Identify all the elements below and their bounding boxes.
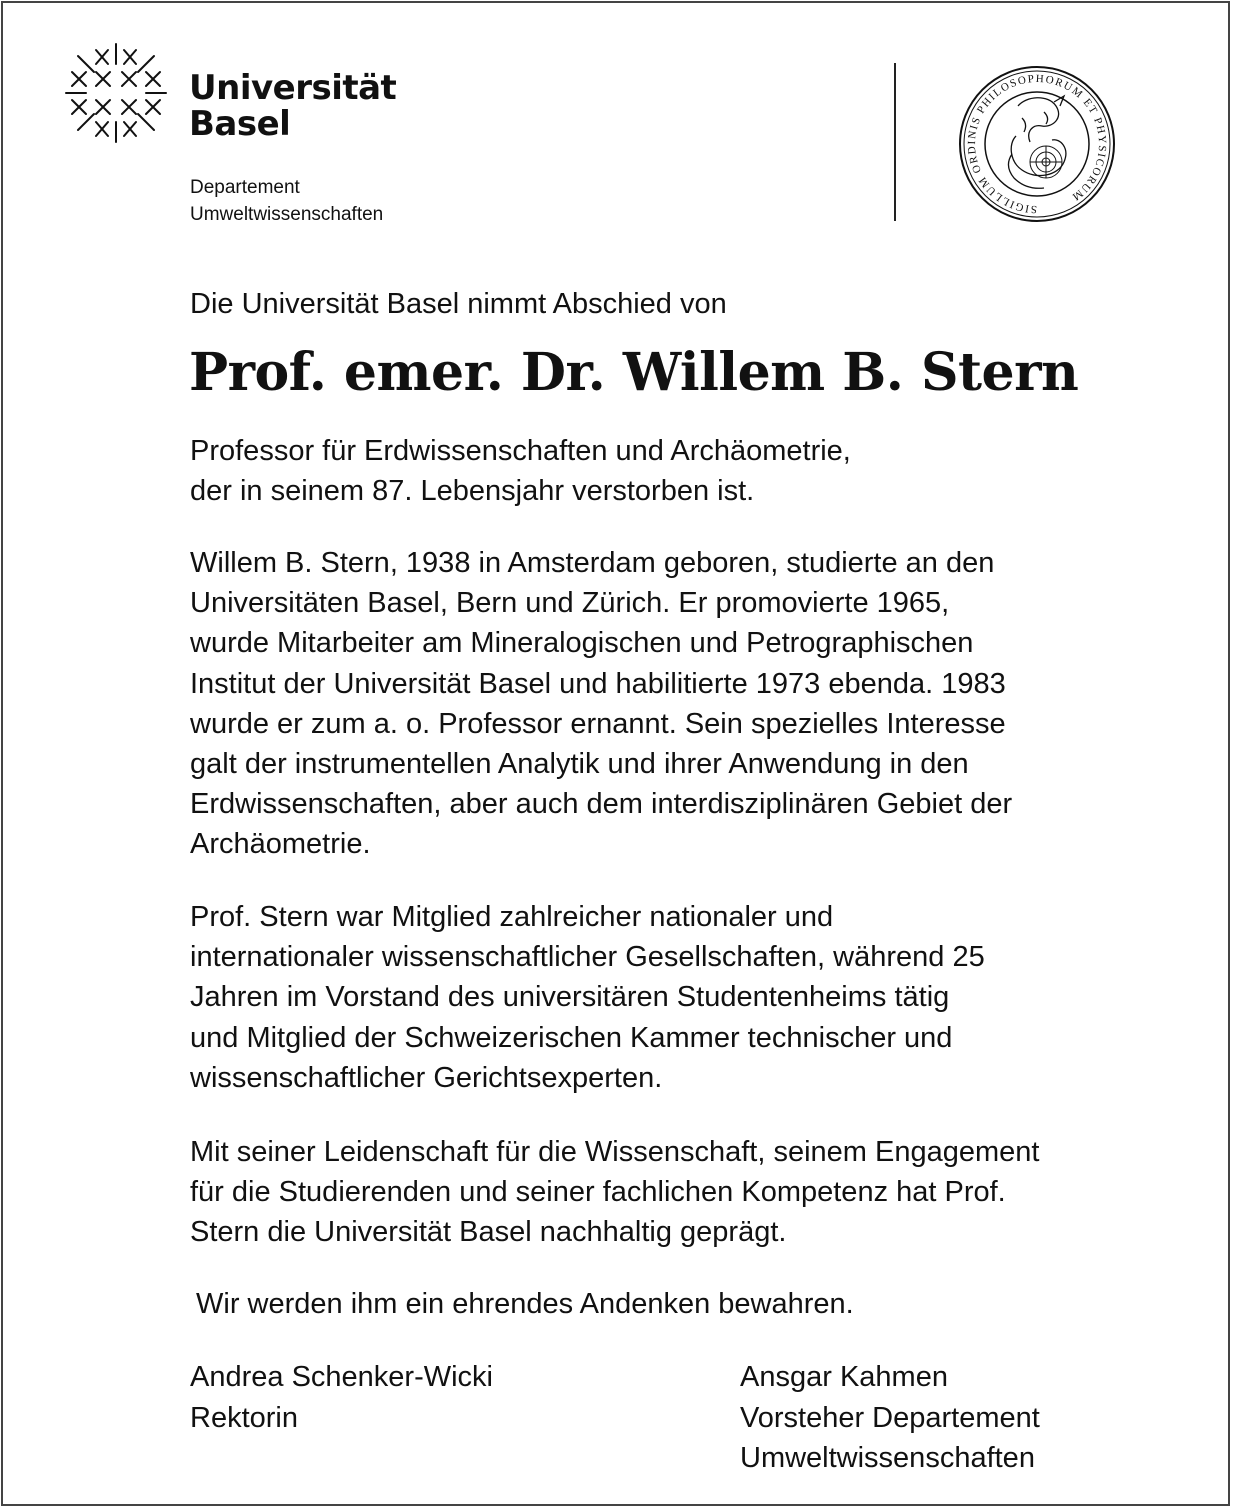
department-line-1: Departement bbox=[190, 177, 300, 198]
biography-line: wurde er zum a. o. Professor ernannt. Sein spezielles Interesse bbox=[190, 707, 1006, 740]
university-logo-icon bbox=[64, 42, 168, 144]
memberships-paragraph bbox=[190, 897, 985, 1098]
signatory-title: Rektorin bbox=[190, 1401, 298, 1434]
biography-line: Archäometrie. bbox=[190, 828, 371, 861]
wordmark-line-1: Universität bbox=[189, 68, 397, 108]
subtitle-line: Professor für Erdwissenschaften und Archäometrie, bbox=[190, 435, 851, 467]
seal-inscription: SIGILLUM ORDINIS PHILOSOPHORUM ET PHYSICORUM bbox=[965, 72, 1109, 216]
signature-right bbox=[740, 1357, 1040, 1479]
memberships-line: Prof. Stern war Mitglied zahlreicher nationaler und bbox=[190, 901, 834, 933]
tribute-paragraph bbox=[190, 1132, 1039, 1253]
closing-text: Wir werden ihm ein ehrendes Andenken bewahren. bbox=[196, 1288, 854, 1320]
biography-paragraph bbox=[190, 543, 1012, 865]
svg-text:SIGILLUM ORDINIS PHILOSOPHORUM bbox=[966, 73, 1108, 215]
tribute-line: Mit seiner Leidenschaft für die Wissenschaft, seinem Engagement bbox=[190, 1136, 1040, 1168]
tribute-line: Stern die Universität Basel nachhaltig geprägt. bbox=[190, 1216, 787, 1249]
university-wordmark bbox=[189, 70, 396, 142]
biography-line: wurde Mitarbeiter am Mineralogischen und Petrographischen bbox=[190, 627, 974, 660]
subtitle-text bbox=[190, 431, 851, 511]
wordmark-line-2: Basel bbox=[189, 104, 291, 144]
signature-left bbox=[190, 1357, 493, 1438]
biography-line: Universitäten Basel, Bern und Zürich. Er promovierte 1965, bbox=[190, 587, 950, 620]
memberships-line: wissenschaftlicher Gerichtsexperten. bbox=[190, 1061, 663, 1094]
faculty-seal-icon bbox=[956, 66, 1118, 222]
memberships-line: Jahren im Vorstand des universitären Studentenheims tätig bbox=[190, 981, 950, 1014]
department-line-2: Umweltwissenschaften bbox=[190, 204, 384, 225]
deceased-name-heading: Prof. emer. Dr. Willem B. Stern bbox=[189, 342, 1079, 403]
biography-line: galt der instrumentellen Analytik und ihrer Anwendung in den bbox=[190, 748, 969, 781]
memberships-line: internationaler wissenschaftlicher Gesellschaften, während 25 bbox=[190, 941, 985, 974]
header-divider bbox=[894, 63, 896, 221]
signatory-name: Andrea Schenker-Wicki bbox=[190, 1361, 493, 1393]
biography-line: Institut der Universität Basel und habilitierte 1973 ebenda. 1983 bbox=[190, 667, 1006, 700]
signatory-title: Vorsteher Departement bbox=[740, 1401, 1040, 1434]
biography-line: Erdwissenschaften, aber auch dem interdisziplinären Gebiet der bbox=[190, 788, 1013, 821]
tribute-line: für die Studierenden und seiner fachlichen Kompetenz hat Prof. bbox=[190, 1176, 1006, 1209]
department-name bbox=[190, 174, 383, 228]
biography-line: Willem B. Stern, 1938 in Amsterdam geboren, studierte an den bbox=[190, 547, 995, 579]
memberships-line: und Mitglied der Schweizerischen Kammer technischer und bbox=[190, 1021, 953, 1054]
intro-text: Die Universität Basel nimmt Abschied von bbox=[190, 288, 727, 320]
signatory-name: Ansgar Kahmen bbox=[740, 1361, 948, 1393]
signatory-title: Umweltwissenschaften bbox=[740, 1442, 1035, 1474]
subtitle-line: der in seinem 87. Lebensjahr verstorben ist. bbox=[190, 475, 755, 508]
